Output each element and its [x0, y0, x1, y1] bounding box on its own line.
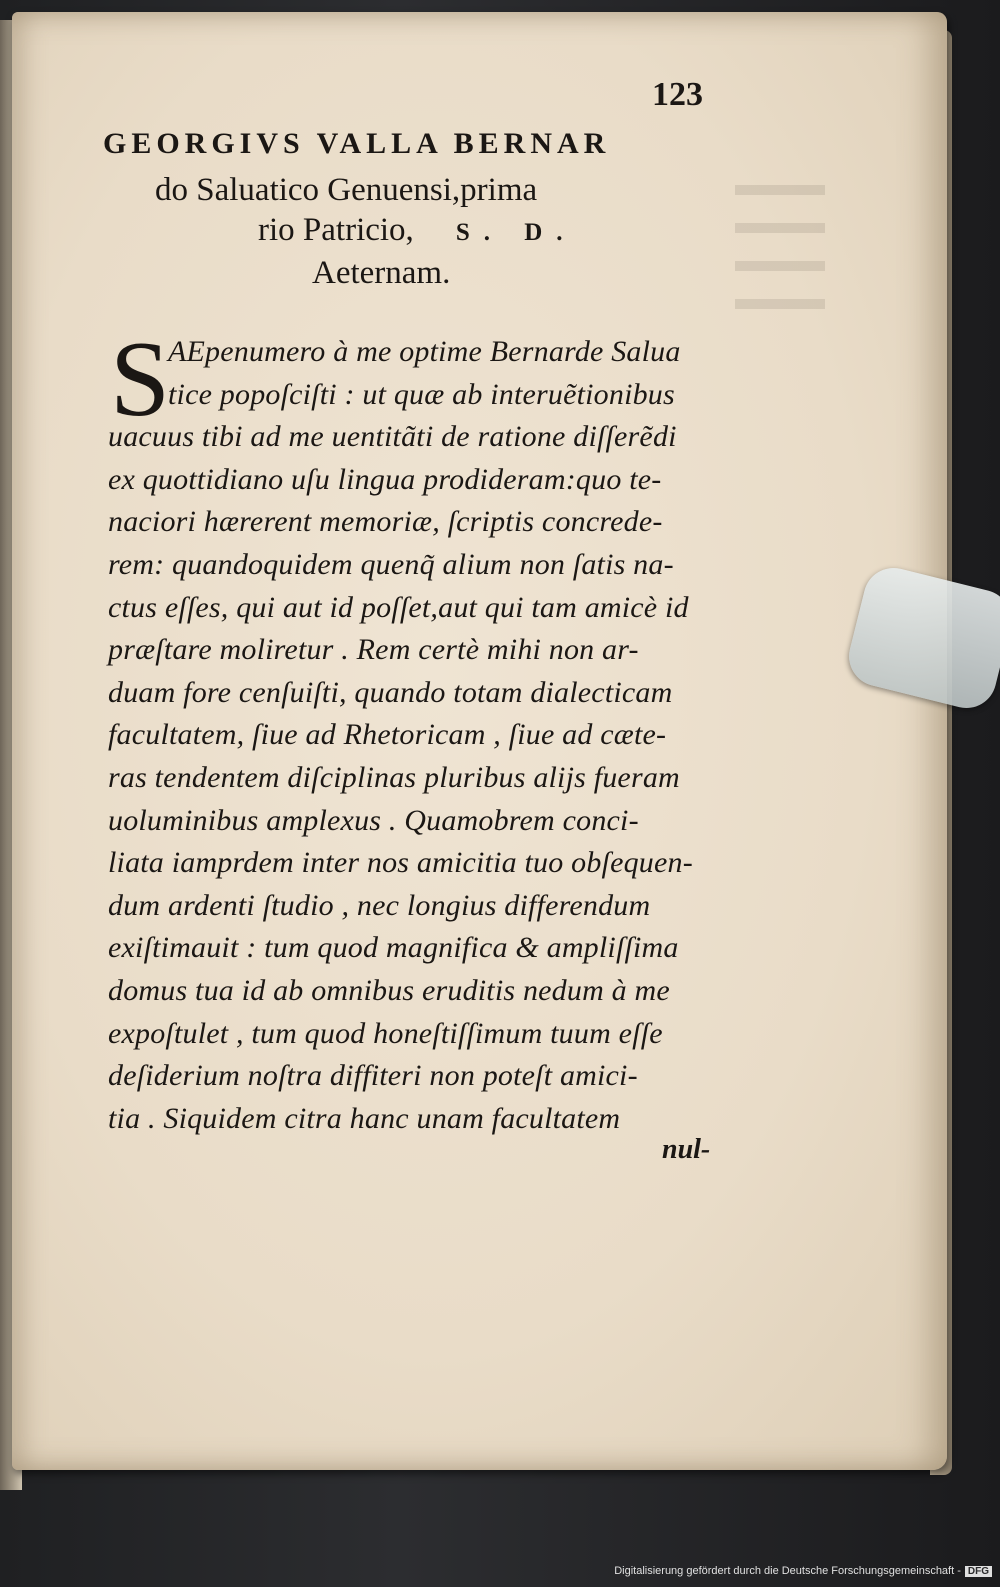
heading-line-4: Aeternam.: [312, 255, 451, 291]
body-line: præſtare moliretur . Rem certè mihi non ar-: [108, 633, 639, 667]
body-line: AEpenumero à me optime Bernarde Salua: [168, 335, 681, 368]
body-line: tice popoſciſti : ut quæ ab interuẽtionibus: [168, 377, 675, 411]
body-line: exiſtimauit : tum quod magnifica & ampliſſima: [108, 931, 679, 965]
body-line: ras tendentem diſciplinas pluribus alijs fueram: [108, 761, 680, 794]
catchword: nul-: [662, 1134, 711, 1165]
body-line: tia . Siquidem citra hanc unam facultatem: [108, 1101, 621, 1135]
drop-cap: S: [110, 320, 171, 439]
body-line: duam fore cenſuiſti, quando totam dialecticam: [108, 675, 673, 709]
heading-line-1: GEORGIVS VALLA BERNAR: [103, 127, 611, 160]
footer-credit: [614, 1565, 992, 1577]
footer-text: Digitalisierung gefördert durch die Deutsche Forschungsgemeinschaft -: [614, 1565, 961, 1577]
body-line: rem: quandoquidem quenq̃ alium non ſatis na-: [108, 548, 674, 581]
heading-line-3: [258, 212, 577, 249]
body-line: ex quottidiano uſu lingua prodideram:quo te-: [108, 462, 662, 496]
body-line: domus tua id ab omnibus eruditis nedum à me: [108, 974, 670, 1007]
salutem-dicit: S. D.: [455, 219, 577, 246]
body-line: naciori hærerent memoriæ, ſcriptis concrede-: [108, 505, 663, 539]
bleed-through-mark: [735, 185, 825, 315]
heading-line-3-text: rio Patricio,: [258, 212, 414, 248]
heading-line-2: do Saluatico Genuensi,prima: [155, 172, 538, 208]
page-number: 123: [652, 76, 703, 113]
body-line: uacuus tibi ad me uentitãti de ratione diſſerẽdi: [108, 420, 677, 454]
body-line: uoluminibus amplexus . Quamobrem conci-: [108, 803, 639, 837]
body-line: ctus eſſes, qui aut id poſſet,aut qui tam amicè id: [108, 590, 689, 624]
body-line: dum ardenti ſtudio , nec longius differendum: [108, 888, 651, 922]
body-line: liata iamprdem inter nos amicitia tuo obſequen-: [108, 846, 693, 880]
body-line: deſiderium noſtra diffiteri non poteſt amici-: [108, 1059, 638, 1093]
dfg-logo: DFG: [965, 1566, 992, 1577]
body-line: facultatem, ſiue ad Rhetoricam , ſiue ad cæte-: [108, 718, 667, 752]
body-line: expoſtulet , tum quod honeſtiſſimum tuum eſſe: [108, 1016, 663, 1050]
